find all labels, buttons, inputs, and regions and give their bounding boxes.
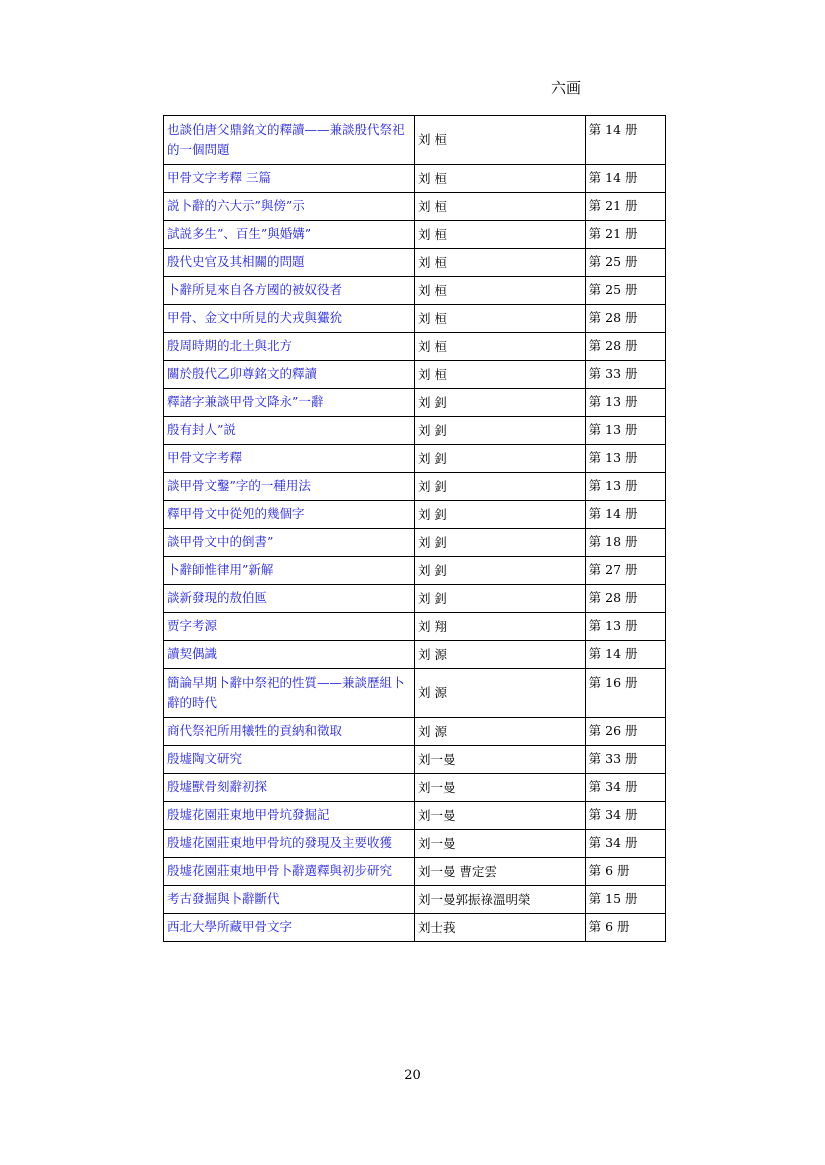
volume-number: 第 21 册 xyxy=(585,221,665,249)
volume-number: 第 13 册 xyxy=(585,445,665,473)
author-name: 刘 源 xyxy=(414,718,585,746)
volume-number: 第 14 册 xyxy=(585,116,665,165)
table-row xyxy=(164,746,666,774)
table-row xyxy=(164,669,666,718)
table-row xyxy=(164,116,666,165)
author-name: 刘 桓 xyxy=(414,249,585,277)
volume-number: 第 13 册 xyxy=(585,417,665,445)
volume-number: 第 28 册 xyxy=(585,333,665,361)
volume-number: 第 13 册 xyxy=(585,389,665,417)
volume-number: 第 33 册 xyxy=(585,746,665,774)
table-row xyxy=(164,305,666,333)
table-row xyxy=(164,802,666,830)
volume-number: 第 26 册 xyxy=(585,718,665,746)
article-title[interactable]: 殷墟獸骨刻辭初探 xyxy=(164,774,415,802)
volume-number: 第 13 册 xyxy=(585,613,665,641)
volume-number: 第 34 册 xyxy=(585,802,665,830)
article-title[interactable]: 讀契偶識 xyxy=(164,641,415,669)
article-title[interactable]: 殷墟花園莊東地甲骨坑發掘記 xyxy=(164,802,415,830)
volume-number: 第 18 册 xyxy=(585,529,665,557)
table-row xyxy=(164,165,666,193)
table-row xyxy=(164,417,666,445)
author-name: 刘一曼郭振祿溫明榮 xyxy=(414,886,585,914)
volume-number: 第 34 册 xyxy=(585,830,665,858)
volume-number: 第 28 册 xyxy=(585,305,665,333)
article-title[interactable]: 殷周時期的北土與北方 xyxy=(164,333,415,361)
table-row xyxy=(164,445,666,473)
index-table-body xyxy=(164,116,666,942)
table-row xyxy=(164,886,666,914)
article-title[interactable]: 試説多生”、百生”與婚媾” xyxy=(164,221,415,249)
author-name: 刘 桓 xyxy=(414,193,585,221)
author-name: 刘 釗 xyxy=(414,417,585,445)
table-row xyxy=(164,641,666,669)
author-name: 刘 釗 xyxy=(414,529,585,557)
author-name: 刘 桓 xyxy=(414,305,585,333)
volume-number: 第 27 册 xyxy=(585,557,665,585)
article-title[interactable]: 殷墟花園莊東地甲骨坑的發現及主要收獲 xyxy=(164,830,415,858)
table-row xyxy=(164,613,666,641)
table-row xyxy=(164,249,666,277)
section-label: 六画 xyxy=(551,79,582,97)
table-row xyxy=(164,718,666,746)
table-row xyxy=(164,193,666,221)
author-name: 刘士莪 xyxy=(414,914,585,942)
author-name: 刘 桓 xyxy=(414,333,585,361)
page-number: 20 xyxy=(404,1068,421,1083)
article-title[interactable]: 考古發掘與卜辭斷代 xyxy=(164,886,415,914)
table-row xyxy=(164,774,666,802)
article-title[interactable]: 甲骨文字考釋 xyxy=(164,445,415,473)
volume-number: 第 15 册 xyxy=(585,886,665,914)
table-row xyxy=(164,277,666,305)
volume-number: 第 14 册 xyxy=(585,501,665,529)
article-title[interactable]: 殷有封人”説 xyxy=(164,417,415,445)
author-name: 刘 桓 xyxy=(414,116,585,165)
article-title[interactable]: 談甲骨文鑿”字的一種用法 xyxy=(164,473,415,501)
volume-number: 第 14 册 xyxy=(585,641,665,669)
author-name: 刘 釗 xyxy=(414,585,585,613)
volume-number: 第 25 册 xyxy=(585,277,665,305)
volume-number: 第 16 册 xyxy=(585,669,665,718)
article-title[interactable]: 甲骨、金文中所見的犬戎與玁狁 xyxy=(164,305,415,333)
volume-number: 第 21 册 xyxy=(585,193,665,221)
author-name: 刘 釗 xyxy=(414,445,585,473)
author-name: 刘一曼 xyxy=(414,774,585,802)
author-name: 刘一曼 xyxy=(414,746,585,774)
article-title[interactable]: 談甲骨文中的倒書” xyxy=(164,529,415,557)
article-title[interactable]: 也談伯唐父鼎銘文的釋讀——兼談殷代祭祀的一個問題 xyxy=(164,116,415,165)
author-name: 刘 翔 xyxy=(414,613,585,641)
article-title[interactable]: 卜辭師惟律用”新解 xyxy=(164,557,415,585)
author-name: 刘 源 xyxy=(414,641,585,669)
table-row xyxy=(164,557,666,585)
table-row xyxy=(164,501,666,529)
table-row xyxy=(164,585,666,613)
volume-number: 第 34 册 xyxy=(585,774,665,802)
index-table xyxy=(163,115,666,942)
article-title[interactable]: 説卜辭的六大示”與傍”示 xyxy=(164,193,415,221)
author-name: 刘 釗 xyxy=(414,473,585,501)
author-name: 刘 源 xyxy=(414,669,585,718)
volume-number: 第 13 册 xyxy=(585,473,665,501)
article-title[interactable]: 卜辭所見來自各方國的被奴役者 xyxy=(164,277,415,305)
volume-number: 第 14 册 xyxy=(585,165,665,193)
table-row xyxy=(164,830,666,858)
author-name: 刘 釗 xyxy=(414,501,585,529)
table-row xyxy=(164,333,666,361)
table-row xyxy=(164,389,666,417)
volume-number: 第 25 册 xyxy=(585,249,665,277)
article-title[interactable]: 關於殷代乙卯尊銘文的釋讀 xyxy=(164,361,415,389)
article-title[interactable]: 殷代史官及其相關的問題 xyxy=(164,249,415,277)
author-name: 刘一曼 曹定雲 xyxy=(414,858,585,886)
author-name: 刘 釗 xyxy=(414,389,585,417)
author-name: 刘 桓 xyxy=(414,221,585,249)
author-name: 刘 桓 xyxy=(414,165,585,193)
article-title[interactable]: 釋諸字兼談甲骨文降永”一辭 xyxy=(164,389,415,417)
author-name: 刘一曼 xyxy=(414,802,585,830)
volume-number: 第 6 册 xyxy=(585,858,665,886)
author-name: 刘 釗 xyxy=(414,557,585,585)
article-title[interactable]: 甲骨文字考釋 三篇 xyxy=(164,165,415,193)
article-title[interactable]: 殷墟花園莊東地甲骨卜辭選釋與初步研究 xyxy=(164,858,415,886)
volume-number: 第 28 册 xyxy=(585,585,665,613)
table-row xyxy=(164,529,666,557)
table-row xyxy=(164,221,666,249)
article-title[interactable]: 西北大學所藏甲骨文字 xyxy=(164,914,415,942)
author-name: 刘 桓 xyxy=(414,361,585,389)
article-title[interactable]: 贾字考源 xyxy=(164,613,415,641)
article-title[interactable]: 談新發現的敖伯匜 xyxy=(164,585,415,613)
article-title[interactable]: 簡論早期卜辭中祭祀的性質——兼談歷組卜辭的時代 xyxy=(164,669,415,718)
table-row xyxy=(164,914,666,942)
table-row xyxy=(164,473,666,501)
author-name: 刘 桓 xyxy=(414,277,585,305)
article-title[interactable]: 殷墟陶文研究 xyxy=(164,746,415,774)
volume-number: 第 6 册 xyxy=(585,914,665,942)
article-title[interactable]: 商代祭祀所用犧牲的貢納和徵取 xyxy=(164,718,415,746)
table-row xyxy=(164,858,666,886)
table-row xyxy=(164,361,666,389)
author-name: 刘一曼 xyxy=(414,830,585,858)
volume-number: 第 33 册 xyxy=(585,361,665,389)
article-title[interactable]: 釋甲骨文中從夗的幾個字 xyxy=(164,501,415,529)
